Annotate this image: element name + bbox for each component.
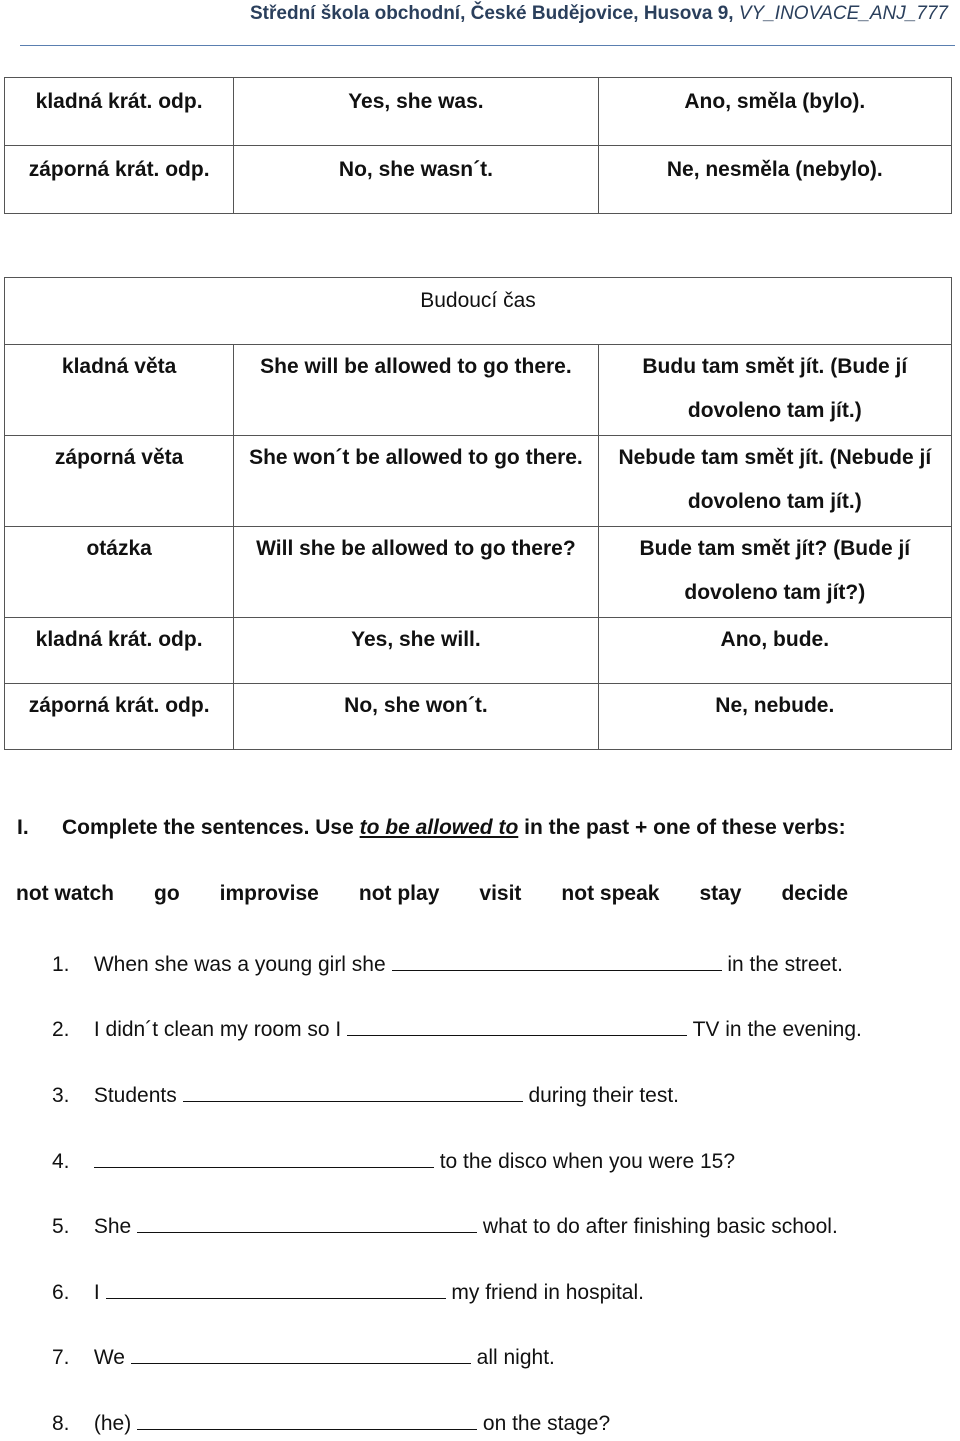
item-number: 5.: [52, 1215, 70, 1238]
item-text-before: I: [93, 1281, 100, 1304]
table-row: [5, 146, 952, 214]
row-label: kladná věta: [5, 345, 234, 436]
czech-cell: Ano, směla (bylo).: [598, 78, 951, 146]
verb-item: visit: [479, 882, 522, 905]
row-label: otázka: [5, 527, 234, 618]
table-row: [5, 618, 952, 684]
verb-list: [16, 882, 916, 906]
answer-blank[interactable]: [137, 1409, 477, 1430]
table-title: Budoucí čas: [5, 278, 952, 345]
document-code: VY_INOVACE_ANJ_777: [738, 3, 948, 24]
row-label: záporná krát. odp.: [5, 146, 234, 214]
instruction-text-after: in the past + one of these verbs:: [524, 816, 846, 839]
table-row: [5, 684, 952, 750]
item-number: 4.: [52, 1150, 70, 1173]
item-text-before: When she was a young girl she: [93, 953, 386, 976]
row-label: záporná věta: [5, 436, 234, 527]
english-cell: Yes, she will.: [234, 618, 598, 684]
exercise-item-5: [52, 1212, 838, 1239]
answer-blank[interactable]: [106, 1278, 446, 1299]
item-text-after: TV in the evening.: [692, 1018, 862, 1041]
item-text-after: on the stage?: [482, 1412, 611, 1435]
english-cell: Yes, she was.: [234, 78, 598, 146]
answer-blank[interactable]: [94, 1147, 434, 1168]
verb-item: go: [154, 882, 180, 905]
answer-blank[interactable]: [137, 1212, 477, 1233]
header-text: [250, 3, 948, 25]
item-number: 1.: [52, 953, 70, 976]
czech-cell: Ne, nebude.: [598, 684, 951, 750]
exercise-item-4: [52, 1147, 735, 1174]
item-text-before: (he): [93, 1412, 132, 1435]
item-text-before: We: [93, 1346, 125, 1369]
table-row: [5, 345, 952, 436]
past-answers-table: [4, 77, 952, 214]
item-number: 2.: [52, 1018, 70, 1041]
row-label: kladná krát. odp.: [5, 618, 234, 684]
instruction-phrase: to be allowed to: [359, 816, 519, 839]
czech-cell: Budu tam smět jít. (Bude jí dovoleno tam jít.): [598, 345, 951, 436]
instruction-text-before: Complete the sentences. Use: [62, 816, 354, 839]
exercise-item-6: [52, 1278, 644, 1305]
exercise-item-7: [52, 1343, 555, 1370]
answer-blank[interactable]: [183, 1081, 523, 1102]
answer-blank[interactable]: [347, 1015, 687, 1036]
czech-cell: Bude tam smět jít? (Bude jí dovoleno tam jít?): [598, 527, 951, 618]
item-text-before: Students: [93, 1084, 177, 1107]
item-text-after: during their test.: [528, 1084, 680, 1107]
czech-cell: Nebude tam smět jít. (Nebude jí dovoleno tam jít.): [598, 436, 951, 527]
school-name: Střední škola obchodní, České Budějovice, Husova 9,: [250, 3, 734, 24]
verb-item: stay: [699, 882, 742, 905]
item-text-after: my friend in hospital.: [451, 1281, 644, 1304]
exercise-number: I.: [17, 816, 29, 839]
item-text-after: to the disco when you were 15?: [439, 1150, 736, 1173]
item-number: 6.: [52, 1281, 70, 1304]
item-text-after: in the street.: [727, 953, 843, 976]
row-label: záporná krát. odp.: [5, 684, 234, 750]
table-row: [5, 527, 952, 618]
exercise-item-3: [52, 1081, 679, 1108]
item-number: 7.: [52, 1346, 70, 1369]
table-title-row: [5, 278, 952, 345]
item-text-before: She: [93, 1215, 132, 1238]
table-row: [5, 436, 952, 527]
czech-cell: Ne, nesměla (nebylo).: [598, 146, 951, 214]
verb-item: not watch: [16, 882, 114, 905]
english-cell: Will she be allowed to go there?: [234, 527, 598, 618]
czech-cell: Ano, bude.: [598, 618, 951, 684]
verb-item: decide: [781, 882, 849, 905]
future-tense-table: [4, 277, 952, 750]
exercise-item-8: [52, 1409, 610, 1436]
verb-item: not speak: [561, 882, 660, 905]
item-text-after: what to do after finishing basic school.: [482, 1215, 838, 1238]
english-cell: She will be allowed to go there.: [234, 345, 598, 436]
exercise-item-2: [52, 1015, 862, 1042]
verb-item: improvise: [219, 882, 319, 905]
english-cell: No, she won´t.: [234, 684, 598, 750]
item-text-after: all night.: [476, 1346, 555, 1369]
verb-item: not play: [358, 882, 440, 905]
table-row: [5, 78, 952, 146]
page-header: [0, 0, 960, 46]
row-label: kladná krát. odp.: [5, 78, 234, 146]
exercise-item-1: [52, 950, 843, 977]
english-cell: No, she wasn´t.: [234, 146, 598, 214]
english-cell: She won´t be allowed to go there.: [234, 436, 598, 527]
exercise-instruction: [17, 816, 846, 840]
answer-blank[interactable]: [131, 1343, 471, 1364]
item-number: 8.: [52, 1412, 70, 1435]
item-number: 3.: [52, 1084, 70, 1107]
item-text-before: I didn´t clean my room so I: [93, 1018, 342, 1041]
answer-blank[interactable]: [392, 950, 722, 971]
header-divider: [20, 45, 955, 46]
